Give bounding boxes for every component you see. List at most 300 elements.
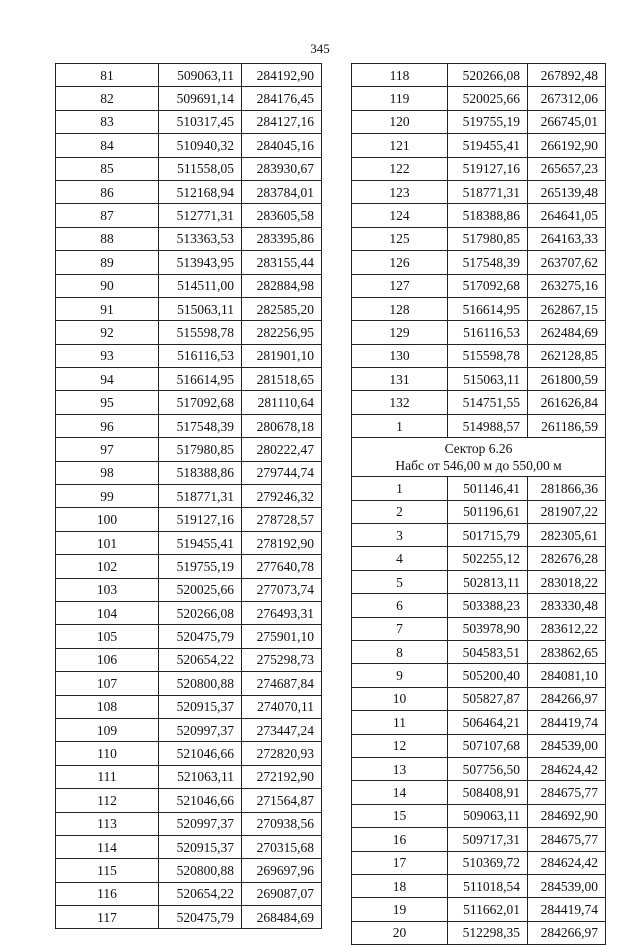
y-coordinate-cell: 283605,58 [242, 204, 322, 227]
y-coordinate-cell: 263707,62 [528, 251, 606, 274]
x-coordinate-cell: 506464,21 [448, 711, 528, 734]
x-coordinate-cell: 501146,41 [448, 477, 528, 500]
y-coordinate-cell: 281901,10 [242, 344, 322, 367]
table-row [56, 835, 322, 858]
point-number-cell: 115 [56, 859, 159, 882]
x-coordinate-cell: 519755,19 [159, 555, 242, 578]
y-coordinate-cell: 283395,86 [242, 227, 322, 250]
point-number-cell: 10 [352, 687, 448, 710]
table-row [56, 110, 322, 133]
x-coordinate-cell: 510317,45 [159, 110, 242, 133]
point-number-cell: 99 [56, 485, 159, 508]
y-coordinate-cell: 262128,85 [528, 344, 606, 367]
y-coordinate-cell: 284624,42 [528, 757, 606, 780]
y-coordinate-cell: 278728,57 [242, 508, 322, 531]
x-coordinate-cell: 502255,12 [448, 547, 528, 570]
y-coordinate-cell: 284192,90 [242, 64, 322, 87]
y-coordinate-cell: 268484,69 [242, 906, 322, 929]
x-coordinate-cell: 520475,79 [159, 625, 242, 648]
table-row [56, 906, 322, 929]
x-coordinate-cell: 508408,91 [448, 781, 528, 804]
sector-header-row [352, 438, 606, 477]
table-row [352, 64, 606, 87]
point-number-cell: 88 [56, 227, 159, 250]
table-row [352, 157, 606, 180]
point-number-cell: 92 [56, 321, 159, 344]
y-coordinate-cell: 283784,01 [242, 180, 322, 203]
x-coordinate-cell: 513943,95 [159, 251, 242, 274]
x-coordinate-cell: 517980,85 [159, 438, 242, 461]
table-row [352, 251, 606, 274]
point-number-cell: 120 [352, 110, 448, 133]
y-coordinate-cell: 284675,77 [528, 781, 606, 804]
x-coordinate-cell: 520266,08 [448, 64, 528, 87]
point-number-cell: 17 [352, 851, 448, 874]
table-row [56, 64, 322, 87]
table-row [56, 695, 322, 718]
table-row [352, 274, 606, 297]
x-coordinate-cell: 509717,31 [448, 828, 528, 851]
table-row [56, 251, 322, 274]
y-coordinate-cell: 262484,69 [528, 321, 606, 344]
x-coordinate-cell: 519755,19 [448, 110, 528, 133]
x-coordinate-cell: 515063,11 [448, 368, 528, 391]
table-row [352, 594, 606, 617]
y-coordinate-cell: 269087,07 [242, 882, 322, 905]
y-coordinate-cell: 275298,73 [242, 648, 322, 671]
table-row [352, 524, 606, 547]
y-coordinate-cell: 284127,16 [242, 110, 322, 133]
y-coordinate-cell: 263275,16 [528, 274, 606, 297]
y-coordinate-cell: 270938,56 [242, 812, 322, 835]
point-number-cell: 3 [352, 524, 448, 547]
y-coordinate-cell: 283612,22 [528, 617, 606, 640]
y-coordinate-cell: 278192,90 [242, 531, 322, 554]
table-row [352, 134, 606, 157]
point-number-cell: 20 [352, 921, 448, 944]
table-row [352, 804, 606, 827]
y-coordinate-cell: 261186,59 [528, 414, 606, 437]
x-coordinate-cell: 520654,22 [159, 882, 242, 905]
table-row [352, 368, 606, 391]
x-coordinate-cell: 501196,61 [448, 500, 528, 523]
y-coordinate-cell: 265657,23 [528, 157, 606, 180]
table-row [56, 227, 322, 250]
x-coordinate-cell: 520915,37 [159, 835, 242, 858]
y-coordinate-cell: 261626,84 [528, 391, 606, 414]
table-row [56, 859, 322, 882]
y-coordinate-cell: 277640,78 [242, 555, 322, 578]
x-coordinate-cell: 520654,22 [159, 648, 242, 671]
point-number-cell: 16 [352, 828, 448, 851]
y-coordinate-cell: 275901,10 [242, 625, 322, 648]
point-number-cell: 119 [352, 87, 448, 110]
y-coordinate-cell: 270315,68 [242, 835, 322, 858]
x-coordinate-cell: 517980,85 [448, 227, 528, 250]
x-coordinate-cell: 516116,53 [159, 344, 242, 367]
x-coordinate-cell: 511558,05 [159, 157, 242, 180]
x-coordinate-cell: 509063,11 [159, 64, 242, 87]
point-number-cell: 100 [56, 508, 159, 531]
x-coordinate-cell: 520915,37 [159, 695, 242, 718]
table-row [56, 789, 322, 812]
x-coordinate-cell: 519455,41 [159, 531, 242, 554]
sector-subtitle: Набс от 546,00 м до 550,00 м [395, 458, 562, 474]
table-row [352, 180, 606, 203]
x-coordinate-cell: 516116,53 [448, 321, 528, 344]
table-row [352, 617, 606, 640]
point-number-cell: 116 [56, 882, 159, 905]
point-number-cell: 93 [56, 344, 159, 367]
table-row [352, 664, 606, 687]
table-row [352, 297, 606, 320]
x-coordinate-cell: 509063,11 [448, 804, 528, 827]
table-row [56, 718, 322, 741]
y-coordinate-cell: 282585,20 [242, 297, 322, 320]
x-coordinate-cell: 512168,94 [159, 180, 242, 203]
table-row [56, 812, 322, 835]
point-number-cell: 83 [56, 110, 159, 133]
table-row [352, 227, 606, 250]
point-number-cell: 97 [56, 438, 159, 461]
x-coordinate-cell: 509691,14 [159, 87, 242, 110]
y-coordinate-cell: 281110,64 [242, 391, 322, 414]
y-coordinate-cell: 284539,00 [528, 874, 606, 897]
table-row [352, 344, 606, 367]
x-coordinate-cell: 516614,95 [159, 368, 242, 391]
y-coordinate-cell: 266745,01 [528, 110, 606, 133]
table-row [56, 601, 322, 624]
point-number-cell: 82 [56, 87, 159, 110]
y-coordinate-cell: 284081,10 [528, 664, 606, 687]
table-row [56, 204, 322, 227]
x-coordinate-cell: 505200,40 [448, 664, 528, 687]
y-coordinate-cell: 281518,65 [242, 368, 322, 391]
y-coordinate-cell: 280678,18 [242, 414, 322, 437]
y-coordinate-cell: 272820,93 [242, 742, 322, 765]
y-coordinate-cell: 283155,44 [242, 251, 322, 274]
x-coordinate-cell: 520025,66 [448, 87, 528, 110]
point-number-cell: 132 [352, 391, 448, 414]
table-row [352, 500, 606, 523]
table-row [56, 485, 322, 508]
sector-header-section [352, 438, 606, 477]
x-coordinate-cell: 507756,50 [448, 757, 528, 780]
point-number-cell: 103 [56, 578, 159, 601]
right-coordinates-table [351, 63, 606, 945]
x-coordinate-cell: 512298,35 [448, 921, 528, 944]
table-row [56, 625, 322, 648]
table-row [352, 547, 606, 570]
point-number-cell: 96 [56, 414, 159, 437]
x-coordinate-cell: 511018,54 [448, 874, 528, 897]
point-number-cell: 90 [56, 274, 159, 297]
table-row [56, 87, 322, 110]
left-table-body [56, 64, 322, 929]
x-coordinate-cell: 515063,11 [159, 297, 242, 320]
x-coordinate-cell: 515598,78 [159, 321, 242, 344]
point-number-cell: 87 [56, 204, 159, 227]
y-coordinate-cell: 267892,48 [528, 64, 606, 87]
right-table-body-top [352, 64, 606, 438]
point-number-cell: 85 [56, 157, 159, 180]
x-coordinate-cell: 517092,68 [448, 274, 528, 297]
point-number-cell: 6 [352, 594, 448, 617]
table-row [352, 757, 606, 780]
point-number-cell: 11 [352, 711, 448, 734]
point-number-cell: 7 [352, 617, 448, 640]
x-coordinate-cell: 510369,72 [448, 851, 528, 874]
x-coordinate-cell: 503978,90 [448, 617, 528, 640]
x-coordinate-cell: 502813,11 [448, 570, 528, 593]
table-row [56, 461, 322, 484]
y-coordinate-cell: 283018,22 [528, 570, 606, 593]
y-coordinate-cell: 282884,98 [242, 274, 322, 297]
y-coordinate-cell: 272192,90 [242, 765, 322, 788]
table-row [56, 414, 322, 437]
table-row [352, 640, 606, 663]
point-number-cell: 112 [56, 789, 159, 812]
x-coordinate-cell: 520025,66 [159, 578, 242, 601]
table-row [352, 570, 606, 593]
x-coordinate-cell: 521046,66 [159, 742, 242, 765]
table-row [352, 711, 606, 734]
point-number-cell: 106 [56, 648, 159, 671]
x-coordinate-cell: 514751,55 [448, 391, 528, 414]
right-table-body-bottom [352, 477, 606, 945]
x-coordinate-cell: 510940,32 [159, 134, 242, 157]
y-coordinate-cell: 283862,65 [528, 640, 606, 663]
x-coordinate-cell: 513363,53 [159, 227, 242, 250]
point-number-cell: 14 [352, 781, 448, 804]
x-coordinate-cell: 520997,37 [159, 718, 242, 741]
x-coordinate-cell: 516614,95 [448, 297, 528, 320]
x-coordinate-cell: 521063,11 [159, 765, 242, 788]
y-coordinate-cell: 266192,90 [528, 134, 606, 157]
table-row [56, 274, 322, 297]
x-coordinate-cell: 519127,16 [448, 157, 528, 180]
y-coordinate-cell: 277073,74 [242, 578, 322, 601]
table-row [56, 765, 322, 788]
table-row [56, 134, 322, 157]
table-row [56, 321, 322, 344]
table-row [56, 438, 322, 461]
point-number-cell: 130 [352, 344, 448, 367]
y-coordinate-cell: 279246,32 [242, 485, 322, 508]
y-coordinate-cell: 269697,96 [242, 859, 322, 882]
y-coordinate-cell: 284624,42 [528, 851, 606, 874]
x-coordinate-cell: 517092,68 [159, 391, 242, 414]
x-coordinate-cell: 520800,88 [159, 672, 242, 695]
table-row [56, 882, 322, 905]
point-number-cell: 124 [352, 204, 448, 227]
point-number-cell: 125 [352, 227, 448, 250]
table-row [352, 734, 606, 757]
table-row [352, 87, 606, 110]
x-coordinate-cell: 518771,31 [159, 485, 242, 508]
point-number-cell: 117 [56, 906, 159, 929]
point-number-cell: 9 [352, 664, 448, 687]
point-number-cell: 111 [56, 765, 159, 788]
point-number-cell: 15 [352, 804, 448, 827]
table-row [352, 898, 606, 921]
point-number-cell: 109 [56, 718, 159, 741]
x-coordinate-cell: 515598,78 [448, 344, 528, 367]
x-coordinate-cell: 518388,86 [159, 461, 242, 484]
point-number-cell: 107 [56, 672, 159, 695]
point-number-cell: 2 [352, 500, 448, 523]
y-coordinate-cell: 284419,74 [528, 711, 606, 734]
x-coordinate-cell: 501715,79 [448, 524, 528, 547]
x-coordinate-cell: 519455,41 [448, 134, 528, 157]
table-row [352, 874, 606, 897]
x-coordinate-cell: 520997,37 [159, 812, 242, 835]
x-coordinate-cell: 511662,01 [448, 898, 528, 921]
left-coordinates-table [55, 63, 322, 929]
y-coordinate-cell: 284045,16 [242, 134, 322, 157]
table-row [56, 531, 322, 554]
y-coordinate-cell: 261800,59 [528, 368, 606, 391]
y-coordinate-cell: 284675,77 [528, 828, 606, 851]
y-coordinate-cell: 264641,05 [528, 204, 606, 227]
y-coordinate-cell: 282256,95 [242, 321, 322, 344]
sector-header-cell [352, 438, 606, 477]
y-coordinate-cell: 281866,36 [528, 477, 606, 500]
y-coordinate-cell: 280222,47 [242, 438, 322, 461]
table-row [56, 578, 322, 601]
table-row [56, 742, 322, 765]
x-coordinate-cell: 512771,31 [159, 204, 242, 227]
table-row [56, 344, 322, 367]
y-coordinate-cell: 284176,45 [242, 87, 322, 110]
x-coordinate-cell: 504583,51 [448, 640, 528, 663]
y-coordinate-cell: 279744,74 [242, 461, 322, 484]
table-row [352, 921, 606, 944]
table-row [352, 204, 606, 227]
point-number-cell: 86 [56, 180, 159, 203]
table-row [352, 851, 606, 874]
point-number-cell: 122 [352, 157, 448, 180]
x-coordinate-cell: 518771,31 [448, 180, 528, 203]
point-number-cell: 84 [56, 134, 159, 157]
y-coordinate-cell: 276493,31 [242, 601, 322, 624]
point-number-cell: 121 [352, 134, 448, 157]
y-coordinate-cell: 273447,24 [242, 718, 322, 741]
table-row [56, 391, 322, 414]
y-coordinate-cell: 265139,48 [528, 180, 606, 203]
table-row [352, 781, 606, 804]
point-number-cell: 95 [56, 391, 159, 414]
point-number-cell: 102 [56, 555, 159, 578]
point-number-cell: 94 [56, 368, 159, 391]
point-number-cell: 118 [352, 64, 448, 87]
x-coordinate-cell: 514988,57 [448, 414, 528, 437]
point-number-cell: 8 [352, 640, 448, 663]
sector-title: Сектор 6.26 [444, 441, 513, 457]
point-number-cell: 5 [352, 570, 448, 593]
point-number-cell: 19 [352, 898, 448, 921]
point-number-cell: 101 [56, 531, 159, 554]
point-number-cell: 81 [56, 64, 159, 87]
x-coordinate-cell: 520475,79 [159, 906, 242, 929]
table-row [352, 414, 606, 437]
x-coordinate-cell: 507107,68 [448, 734, 528, 757]
y-coordinate-cell: 282676,28 [528, 547, 606, 570]
point-number-cell: 128 [352, 297, 448, 320]
y-coordinate-cell: 284692,90 [528, 804, 606, 827]
table-row [56, 157, 322, 180]
y-coordinate-cell: 284266,97 [528, 687, 606, 710]
point-number-cell: 114 [56, 835, 159, 858]
point-number-cell: 129 [352, 321, 448, 344]
y-coordinate-cell: 283330,48 [528, 594, 606, 617]
table-row [352, 110, 606, 133]
y-coordinate-cell: 264163,33 [528, 227, 606, 250]
x-coordinate-cell: 517548,39 [448, 251, 528, 274]
table-row [352, 477, 606, 500]
point-number-cell: 98 [56, 461, 159, 484]
point-number-cell: 89 [56, 251, 159, 274]
y-coordinate-cell: 284539,00 [528, 734, 606, 757]
x-coordinate-cell: 505827,87 [448, 687, 528, 710]
point-number-cell: 4 [352, 547, 448, 570]
table-row [352, 828, 606, 851]
table-row [56, 297, 322, 320]
page-number: 345 [310, 41, 330, 56]
point-number-cell: 113 [56, 812, 159, 835]
y-coordinate-cell: 274070,11 [242, 695, 322, 718]
point-number-cell: 12 [352, 734, 448, 757]
x-coordinate-cell: 518388,86 [448, 204, 528, 227]
point-number-cell: 131 [352, 368, 448, 391]
y-coordinate-cell: 282305,61 [528, 524, 606, 547]
table-row [352, 687, 606, 710]
y-coordinate-cell: 274687,84 [242, 672, 322, 695]
x-coordinate-cell: 521046,66 [159, 789, 242, 812]
point-number-cell: 13 [352, 757, 448, 780]
table-row [56, 180, 322, 203]
table-row [56, 555, 322, 578]
y-coordinate-cell: 281907,22 [528, 500, 606, 523]
table-row [352, 391, 606, 414]
y-coordinate-cell: 284419,74 [528, 898, 606, 921]
point-number-cell: 18 [352, 874, 448, 897]
y-coordinate-cell: 262867,15 [528, 297, 606, 320]
point-number-cell: 1 [352, 477, 448, 500]
table-row [56, 672, 322, 695]
point-number-cell: 110 [56, 742, 159, 765]
y-coordinate-cell: 284266,97 [528, 921, 606, 944]
point-number-cell: 104 [56, 601, 159, 624]
x-coordinate-cell: 519127,16 [159, 508, 242, 531]
x-coordinate-cell: 520800,88 [159, 859, 242, 882]
table-row [56, 508, 322, 531]
point-number-cell: 1 [352, 414, 448, 437]
x-coordinate-cell: 514511,00 [159, 274, 242, 297]
point-number-cell: 91 [56, 297, 159, 320]
x-coordinate-cell: 517548,39 [159, 414, 242, 437]
point-number-cell: 126 [352, 251, 448, 274]
table-row [56, 648, 322, 671]
y-coordinate-cell: 283930,67 [242, 157, 322, 180]
y-coordinate-cell: 271564,87 [242, 789, 322, 812]
table-row [352, 321, 606, 344]
point-number-cell: 105 [56, 625, 159, 648]
point-number-cell: 127 [352, 274, 448, 297]
x-coordinate-cell: 503388,23 [448, 594, 528, 617]
point-number-cell: 123 [352, 180, 448, 203]
y-coordinate-cell: 267312,06 [528, 87, 606, 110]
